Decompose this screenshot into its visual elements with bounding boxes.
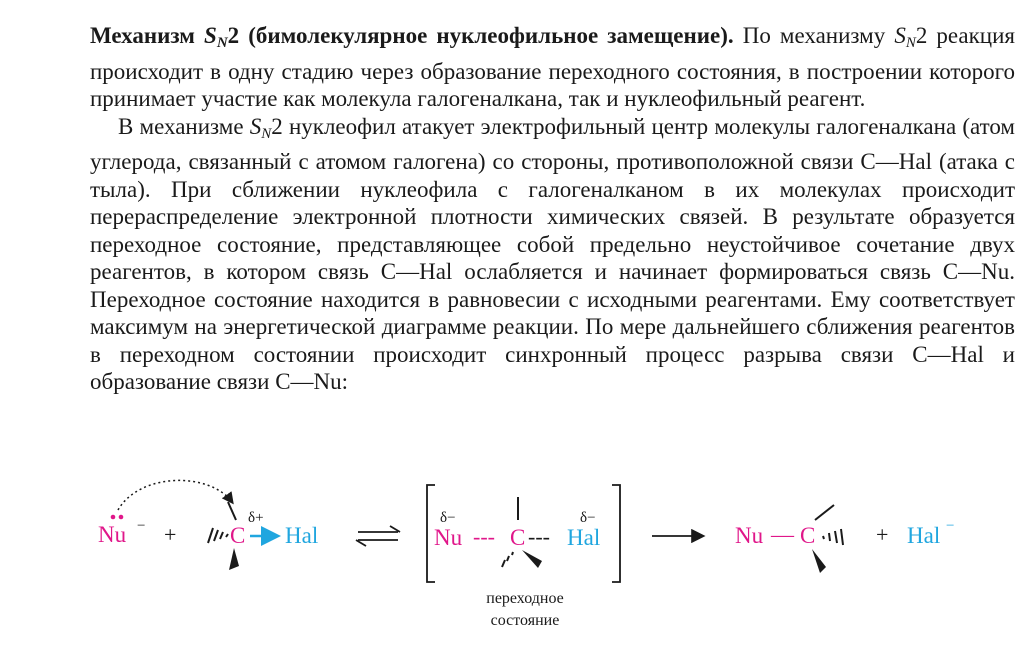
- paragraph-1-sub: N: [905, 35, 916, 51]
- ts-hashed-wedge: [502, 552, 513, 567]
- delta-minus-right: δ−: [580, 510, 596, 526]
- paragraph-1-heading: [90, 23, 734, 51]
- paragraph-2: [90, 113, 1015, 396]
- nucleophile-symbol: Nu: [98, 522, 127, 547]
- halide-charge: −: [946, 518, 955, 534]
- product-bond-up: [815, 505, 834, 520]
- delta-plus: δ+: [248, 510, 264, 526]
- attack-arrow: [118, 480, 232, 510]
- lone-pair-dot: [119, 515, 124, 520]
- substituent-bond-up: [228, 502, 236, 520]
- nucleophile-charge: −: [137, 518, 146, 534]
- delta-minus-left: δ−: [440, 510, 456, 526]
- heading-lead: Механизм: [90, 23, 205, 48]
- halide-ion: Hal: [907, 523, 941, 548]
- wedge-bond-down: [229, 548, 239, 570]
- halogen-symbol: Hal: [285, 523, 319, 548]
- hashed-wedge-left: [208, 528, 228, 543]
- heading-rest: 2 (бимолекулярное нуклеофильное замещение).: [227, 23, 734, 48]
- product-hashed-wedge: [823, 529, 843, 545]
- carbon-atom: C: [230, 523, 246, 548]
- paragraph-2-text-b: 2 нуклеофил атакует электрофильный центр молекулы галогеналкана (атом углерода, связанный с атомом галогена) со стороны, противоположной связи C—Hal (атака с тыла). При сближении нуклеофила с галогеналканом в их молекулах происходит перераспределение электронной плотности химических связей. В результате образуется переходное состояние, представляющее собой предельно неустойчивое сочетание двух реагентов, в котором связь C—Hal ослабляется и начинает формироваться связь C—Nu. Переходное состояние находится в равновесии с исходными реагентами. Ему соответствует максимум на энергетической диаграмме реакции. По мере дальнейшего сближения реагентов в переходном состоянии происходит синхронный процесс разрыва связи C—Hal и образование связи C—Nu:: [90, 113, 1015, 394]
- product-nucleophile: Nu: [735, 523, 764, 548]
- heading-sub: N: [216, 35, 228, 51]
- product-wedge-bond: [812, 549, 826, 573]
- bracket-right: [612, 485, 620, 582]
- paragraph-1: [90, 22, 1015, 113]
- paragraph-2-text-a: В механизме: [118, 113, 250, 139]
- paragraph-1-text-a: По механизму: [733, 23, 895, 48]
- plus-sign: +: [164, 522, 177, 547]
- ts-label-line-1: переходное: [486, 590, 564, 607]
- paragraph-2-sub: N: [261, 125, 272, 142]
- ts-carbon: C: [510, 525, 526, 550]
- reaction-scheme: [0, 470, 1024, 640]
- paragraph-1-text-b: 2 реакция происходит в одну стадию через образование переходного состояния, в построении которого принимает участие как молекула галогеналкана, так и нуклеофильный реагент.: [90, 23, 1015, 111]
- ts-label-line-2: состояние: [490, 612, 560, 629]
- body-text: [90, 22, 1015, 396]
- heading-s: S: [204, 23, 217, 48]
- ts-wedge-bond: [522, 550, 542, 568]
- ts-nucleophile: Nu: [434, 525, 463, 550]
- product-carbon: C: [800, 523, 816, 548]
- product-bond: —: [771, 522, 794, 547]
- ts-label: [440, 588, 610, 632]
- lone-pair-dot: [111, 515, 116, 520]
- paragraph-2-s: S: [249, 113, 262, 139]
- plus-sign-2: +: [876, 522, 889, 547]
- ts-partial-bond-left: ---: [473, 524, 495, 549]
- ts-halogen: Hal: [567, 525, 601, 550]
- paragraph-1-s: S: [894, 23, 906, 48]
- ts-partial-bond-right: ---: [528, 524, 550, 549]
